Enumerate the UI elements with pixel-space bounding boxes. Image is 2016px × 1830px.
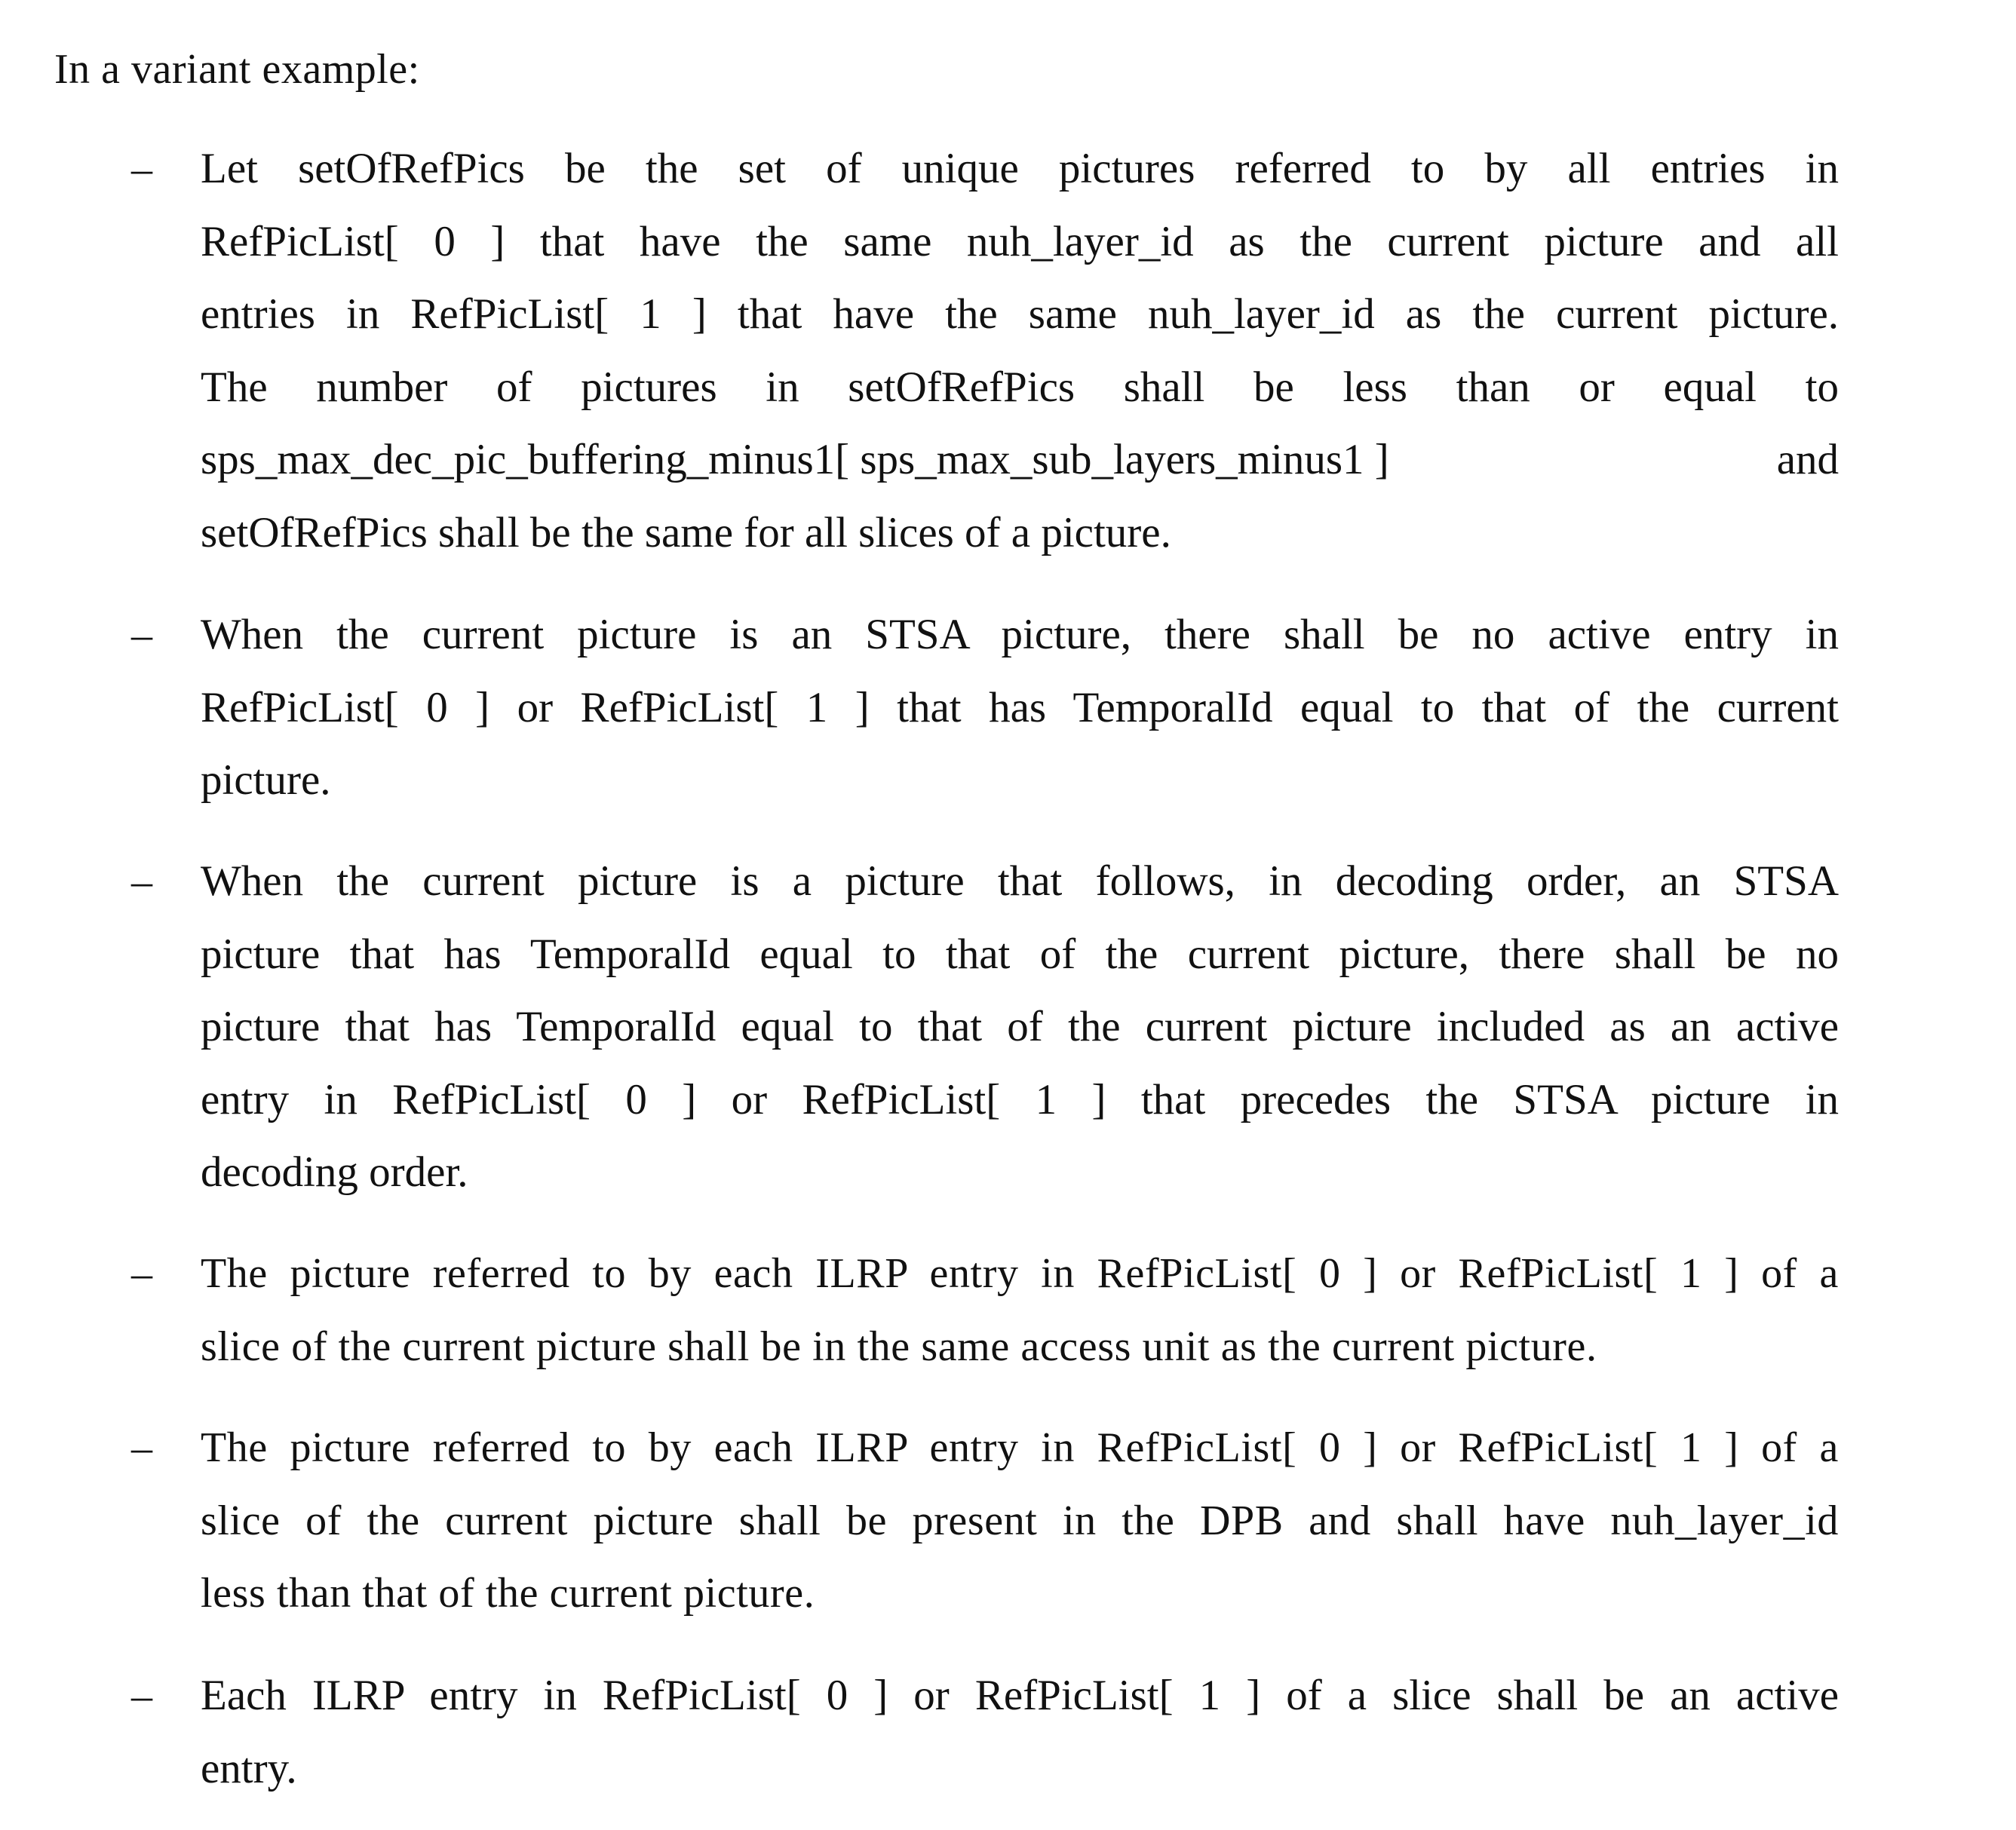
text-line: RefPicList[ 0 ] that have the same nuh_layer_id as the current picture and all — [201, 217, 1839, 265]
list-item-text — [201, 1660, 1839, 1805]
list-item-text — [201, 1412, 1839, 1630]
text-line: slice of the current picture shall be present in the DPB and shall have nuh_layer_id — [201, 1497, 1839, 1544]
text-line: Each ILRP entry in RefPicList[ 0 ] or RefPicList[ 1 ] of a slice shall be an active — [201, 1672, 1839, 1719]
text-line: less than that of the current picture. — [201, 1570, 815, 1617]
text-line: The picture referred to by each ILRP entry in RefPicList[ 0 ] or RefPicList[ 1 ] of a — [201, 1424, 1839, 1471]
text-line: entry. — [201, 1744, 297, 1792]
list-item-text — [201, 599, 1839, 817]
text-line: The picture referred to by each ILRP entry in RefPicList[ 0 ] or RefPicList[ 1 ] of a — [201, 1250, 1839, 1297]
text-line: decoding order. — [201, 1148, 468, 1196]
intro-text: In a variant example: — [54, 46, 420, 93]
list-item-text — [201, 1237, 1839, 1383]
list-item-text — [201, 845, 1839, 1209]
text-line: picture. — [201, 756, 331, 804]
text-line: entry in RefPicList[ 0 ] or RefPicList[ 1 ] that precedes the STSA picture in — [201, 1075, 1839, 1123]
list-item-text — [201, 133, 1839, 569]
text-line: picture that has TemporalId equal to that of the current picture included as an active — [201, 1003, 1839, 1050]
text-line: Let setOfRefPics be the set of unique pictures referred to by all entries in — [201, 145, 1839, 192]
bullet-dash-icon: – — [131, 146, 152, 192]
text-line-main: sps_max_dec_pic_buffering_minus1[ sps_max_sub_layers_minus1 ] — [201, 436, 1389, 483]
text-line — [201, 424, 1839, 497]
bullet-dash-icon: – — [131, 1672, 152, 1719]
text-line: When the current picture is a picture that follows, in decoding order, an STSA — [201, 857, 1839, 905]
text-line: When the current picture is an STSA picture, there shall be no active entry in — [201, 611, 1839, 658]
text-line: RefPicList[ 0 ] or RefPicList[ 1 ] that has TemporalId equal to that of the current — [201, 683, 1839, 731]
text-line: slice of the current picture shall be in the same access unit as the current picture. — [201, 1323, 1597, 1370]
text-line: The number of pictures in setOfRefPics shall be less than or equal to — [201, 363, 1839, 411]
text-line-trailing: and — [1776, 436, 1839, 483]
text-line: picture that has TemporalId equal to that of the current picture, there shall be no — [201, 930, 1839, 978]
text-line: setOfRefPics shall be the same for all slices of a picture. — [201, 508, 1171, 556]
text-line: entries in RefPicList[ 1 ] that have the same nuh_layer_id as the current picture. — [201, 290, 1839, 338]
bullet-dash-icon: – — [131, 1250, 152, 1297]
bullet-dash-icon: – — [131, 1424, 152, 1471]
bullet-dash-icon: – — [131, 612, 152, 658]
bullet-dash-icon: – — [131, 858, 152, 905]
